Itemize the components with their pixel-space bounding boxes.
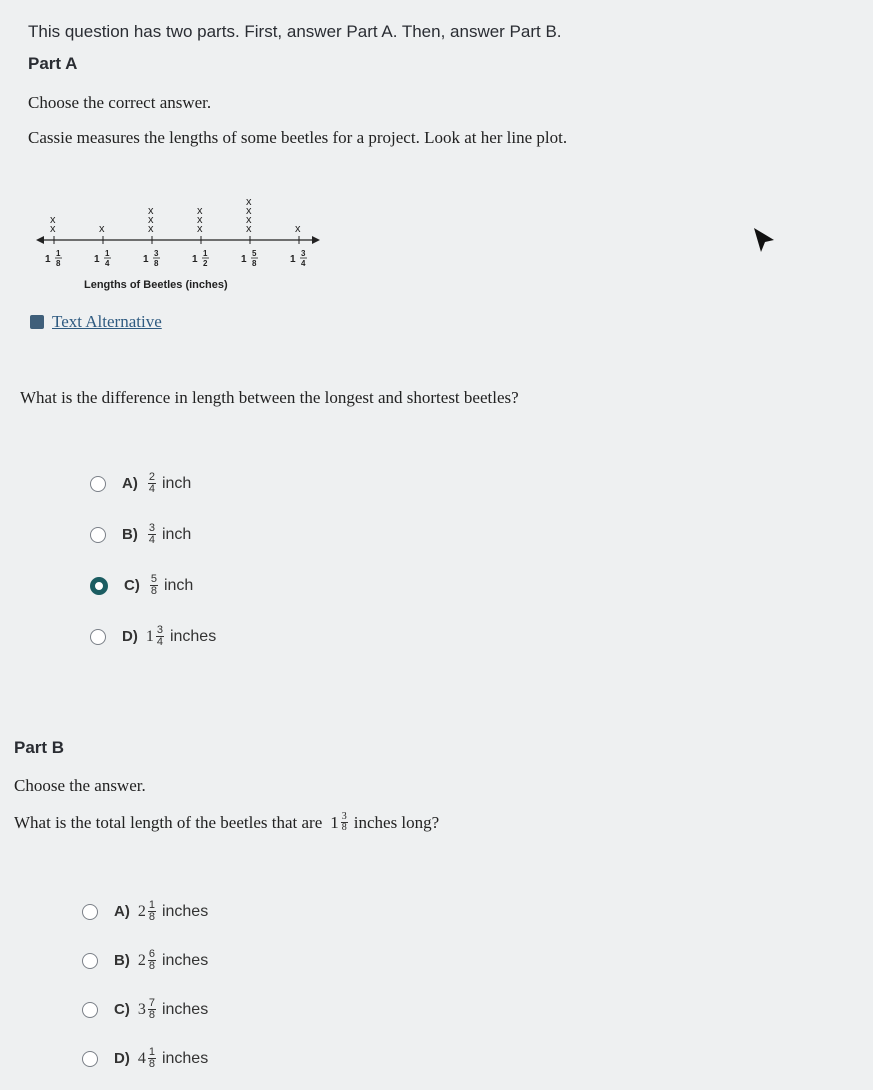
text-alternative-icon	[30, 315, 44, 329]
fraction-denominator: 4	[156, 636, 163, 648]
tick-numerator: 3	[154, 249, 159, 258]
fraction-denominator: 8	[150, 585, 157, 597]
part-a-heading: Part A	[28, 54, 78, 73]
option-fraction	[148, 900, 156, 923]
option-whole: 4	[137, 1049, 146, 1067]
part-a-option-d[interactable]	[90, 625, 216, 648]
option-unit: inch	[163, 576, 194, 594]
option-whole: 2	[137, 951, 146, 969]
fraction-numerator: 1	[148, 1046, 155, 1058]
tick-denominator: 8	[154, 259, 159, 268]
part-b-question	[14, 812, 439, 833]
plot-x-mark: x	[99, 223, 105, 235]
plot-x-mark: x	[246, 214, 252, 226]
option-whole: 3	[137, 1000, 146, 1018]
option-letter: C)	[114, 1001, 130, 1018]
part-b-question-start: What is the total length of the beetles that are	[14, 812, 323, 832]
plot-x-mark: x	[197, 205, 203, 217]
part-a-question: What is the difference in length between the longest and shortest beetles?	[20, 388, 519, 407]
tick-numerator: 3	[301, 249, 306, 258]
option-unit: inch	[161, 474, 192, 492]
fraction-denominator: 4	[148, 483, 155, 495]
option-unit: inches	[161, 951, 209, 969]
part-a-option-c[interactable]	[90, 574, 193, 597]
plot-x-mark: x	[148, 223, 154, 235]
option-fraction	[148, 472, 156, 495]
tick-numerator: 5	[252, 249, 257, 258]
option-unit: inches	[161, 902, 209, 920]
option-fraction	[148, 1047, 156, 1070]
option-unit: inches	[169, 627, 217, 645]
tick-denominator: 4	[301, 259, 306, 268]
tick-numerator: 1	[203, 249, 208, 258]
fraction-numerator: 3	[156, 624, 163, 636]
option-whole: 2	[137, 902, 146, 920]
option-whole: 1	[145, 627, 154, 645]
tick-numerator: 1	[56, 249, 61, 258]
tick-whole: 1	[192, 254, 198, 265]
fraction-denominator: 8	[148, 1058, 155, 1070]
option-fraction	[148, 523, 156, 546]
part-b-instruction: Choose the answer.	[14, 776, 146, 795]
part-b-question-end: inches long?	[353, 812, 440, 832]
line-plot	[34, 180, 334, 300]
plot-title: Lengths of Beetles (inches)	[84, 279, 228, 291]
option-unit: inches	[161, 1000, 209, 1018]
part-b-question-whole: 1	[330, 812, 339, 832]
option-fraction	[150, 574, 158, 597]
option-letter: B)	[114, 952, 130, 969]
part-a-instruction: Choose the correct answer.	[28, 93, 212, 112]
plot-x-mark: x	[148, 205, 154, 217]
fraction-denominator: 8	[148, 911, 155, 923]
radio-button[interactable]	[90, 629, 106, 645]
mouse-pointer-icon	[752, 226, 778, 256]
tick-whole: 1	[94, 254, 100, 265]
part-b-question-fraction	[341, 812, 348, 833]
plot-x-mark: x	[50, 223, 56, 235]
tick-denominator: 8	[252, 259, 257, 268]
option-letter: D)	[114, 1050, 130, 1067]
plot-x-mark: x	[295, 223, 301, 235]
part-b-option-c[interactable]	[82, 998, 208, 1021]
radio-button[interactable]	[90, 476, 106, 492]
plot-x-mark: x	[246, 223, 252, 235]
fraction-numerator: 3	[341, 811, 347, 822]
part-a-option-a[interactable]	[90, 472, 191, 495]
part-b-option-a[interactable]	[82, 900, 208, 923]
option-unit: inch	[161, 525, 192, 543]
option-letter: B)	[122, 526, 138, 543]
part-b-option-d[interactable]	[82, 1047, 208, 1070]
radio-button[interactable]	[82, 1002, 98, 1018]
fraction-numerator: 5	[150, 573, 157, 585]
radio-button[interactable]	[90, 577, 108, 595]
radio-button[interactable]	[90, 527, 106, 543]
fraction-numerator: 1	[148, 899, 155, 911]
option-fraction	[148, 949, 156, 972]
plot-x-mark: x	[246, 205, 252, 217]
plot-x-mark: x	[197, 214, 203, 226]
option-unit: inches	[161, 1049, 209, 1067]
tick-whole: 1	[143, 254, 149, 265]
plot-x-mark: x	[197, 223, 203, 235]
fraction-denominator: 8	[148, 960, 155, 972]
plot-x-mark: x	[246, 196, 252, 208]
option-letter: D)	[122, 628, 138, 645]
fraction-denominator: 4	[148, 534, 155, 546]
radio-button[interactable]	[82, 1051, 98, 1067]
fraction-numerator: 7	[148, 997, 155, 1009]
text-alternative-label: Text Alternative	[52, 312, 162, 331]
radio-button[interactable]	[82, 953, 98, 969]
tick-whole: 1	[241, 254, 247, 265]
plot-x-mark: x	[50, 214, 56, 226]
option-fraction	[148, 998, 156, 1021]
part-b-option-b[interactable]	[82, 949, 208, 972]
fraction-numerator: 3	[148, 522, 155, 534]
option-letter: A)	[114, 903, 130, 920]
fraction-denominator: 8	[341, 822, 347, 833]
tick-denominator: 8	[56, 259, 61, 268]
option-fraction	[156, 625, 164, 648]
tick-whole: 1	[290, 254, 296, 265]
radio-button[interactable]	[82, 904, 98, 920]
tick-whole: 1	[45, 254, 51, 265]
tick-denominator: 4	[105, 259, 110, 268]
tick-numerator: 1	[105, 249, 110, 258]
part-a-option-b[interactable]	[90, 523, 191, 546]
part-a-prompt: Cassie measures the lengths of some beetles for a project. Look at her line plot.	[28, 128, 568, 147]
plot-x-mark: x	[148, 214, 154, 226]
axis-arrow-left-icon	[36, 236, 44, 244]
fraction-numerator: 6	[148, 948, 155, 960]
fraction-numerator: 2	[148, 471, 155, 483]
intro-text: This question has two parts. First, answer Part A. Then, answer Part B.	[28, 22, 562, 41]
tick-denominator: 2	[203, 259, 208, 268]
part-b-heading: Part B	[14, 738, 65, 757]
fraction-denominator: 8	[148, 1009, 155, 1021]
axis-arrow-right-icon	[312, 236, 320, 244]
text-alternative-link[interactable]	[30, 312, 162, 332]
option-letter: C)	[124, 577, 140, 594]
option-letter: A)	[122, 475, 138, 492]
